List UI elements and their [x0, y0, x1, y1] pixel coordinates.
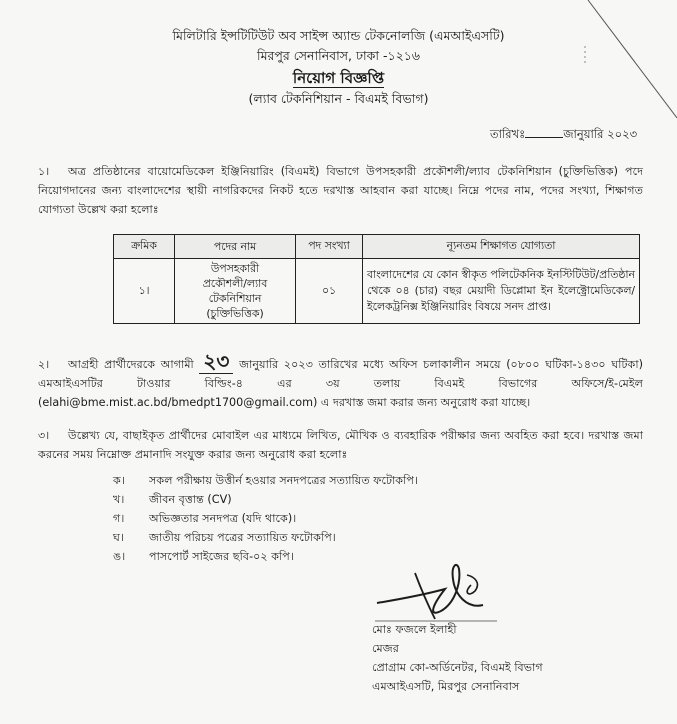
- table-header-count: পদ সংখ্যা: [296, 235, 363, 259]
- handwritten-signature: [371, 559, 501, 625]
- signatory-name: মোঃ ফজলে ইলাহী: [372, 623, 457, 636]
- table-header-post: পদের নাম: [175, 235, 296, 259]
- notice-title: নিয়োগ বিজ্ঞপ্তি: [292, 69, 385, 87]
- table-cell-qualification: বাংলাদেশের যে কোন স্বীকৃত পলিটেকনিক ইনস্টিটিউট/প্রতিষ্ঠান থেকে ০৪ (চার) বছর মেয়াদী ডিপ্লোমা ইন ইলেক্ট্রোমেডিকেল/ইলেকট্রনিক্স ইঞ্জিনিয়ারিং বিষয়ে সনদ প্রাপ্ত।: [363, 259, 640, 324]
- signatory-block: [372, 620, 543, 696]
- list-item-marker: খ।: [113, 493, 125, 506]
- paragraph-2: [38, 349, 643, 412]
- table-header-serial: ক্রমিক: [114, 235, 175, 259]
- paragraph-3-number: ৩।: [38, 429, 50, 442]
- date-label: তারিখঃ: [490, 127, 526, 141]
- table-header-row: [114, 235, 640, 259]
- paragraph-2-text-b: জানুয়ারি ২০২৩ তারিখের মধ্যে অফিস চলাকালীন সময়ে (০৮০০ ঘটিকা-১৪৩০ ঘটিকা) এমআইএসটির টাওয়ার বিল্ডিং-৪ এর ৩য় তলায় বিএমই বিভাগের অফিসে/ই-মেইল (elahi@bme.mist.ac.bd/bmedpt1700@gmail.com) এ দরখাস্ত জমা করার জন্য অনুরোধ করা যাচ্ছে।: [38, 358, 643, 409]
- list-item-text: জীবন বৃত্তান্ত (CV): [149, 493, 232, 506]
- table-row: [114, 259, 640, 324]
- paragraph-1-text: অত্র প্রতিষ্ঠানের বায়োমেডিকেল ইঞ্জিনিয়ারিং (বিএমই) বিভাগে উপসহকারী প্রকৌশলী/ল্যাব টেকনিশিয়ান (চুক্তিভিত্তিক) পদে নিয়োগদানের জন্য বাংলাদেশের স্থায়ী নাগরিকদের নিকট হতে দরখাস্ত আহবান করা যাচ্ছে। নিম্নে পদের নাম, পদের সংখ্যা, শিক্ষাগত যোগ্যতা উল্লেখ করা হলোঃ: [38, 165, 643, 216]
- required-documents-list: [113, 471, 418, 566]
- table-cell-serial: ১।: [114, 259, 175, 324]
- list-item: [113, 528, 418, 547]
- list-item-text: জাতীয় পরিচয় পত্রের সত্যায়িত ফটোকপি।: [149, 531, 336, 544]
- table-cell-count: ০১: [296, 259, 363, 324]
- paragraph-2-number: ২।: [38, 358, 50, 371]
- signatory-office: এমআইএসটি, মিরপুর সেনানিবাস: [372, 680, 520, 693]
- list-item-marker: গ।: [113, 512, 125, 525]
- notice-subtitle: (ল্যাব টেকনিশিয়ান - বিএমই বিভাগ): [248, 91, 429, 106]
- list-item: [113, 490, 418, 509]
- list-item-marker: ঙ।: [113, 550, 126, 563]
- list-item-text: অভিজ্ঞতার সনদপত্র (যদি থাকে)।: [149, 512, 297, 525]
- paragraph-3: [38, 426, 643, 464]
- institution-name: মিলিটারি ইন্সটিটিউট অব সাইন্স অ্যান্ড টেকনোলজি (এমআইএসটি): [172, 28, 505, 43]
- handwritten-deadline-day: ২৩: [199, 349, 233, 374]
- institution-address: মিরপুর সেনানিবাস, ঢাকা -১২১৬: [257, 48, 420, 63]
- paragraph-3-text: উল্লেখ্য যে, বাছাইকৃত প্রার্থীদের মোবাইল এর মাধ্যমে লিখিত, মৌখিক ও ব্যবহারিক পরীক্ষার জন্য অবহিত করা হবে। দরখাস্ত জমা করনের সময় নিম্নোক্ত প্রমানাদি সংযুক্ত করার জন্য অনুরোধ করা হলোঃ: [38, 429, 643, 461]
- list-item-marker: ঘ।: [113, 531, 124, 544]
- list-item-text: সকল পরীক্ষায় উত্তীর্ন হওয়ার সনদপত্রের সত্যায়িত ফটোকপি।: [149, 474, 418, 487]
- list-item: [113, 471, 418, 490]
- signatory-rank: মেজর: [372, 642, 399, 655]
- list-item: [113, 509, 418, 528]
- vacancy-table: [113, 234, 640, 324]
- table-header-qualification: ন্যূনতম শিক্ষাগত যোগ্যতা: [363, 235, 640, 259]
- paragraph-1: [38, 162, 643, 219]
- paragraph-2-text-a: আগ্রহী প্রার্থীদেরকে আগামী: [68, 358, 200, 371]
- list-item-text: পাসপোর্ট সাইজের ছবি-০২ কপি।: [149, 550, 294, 563]
- list-item-marker: ক।: [113, 474, 125, 487]
- post-line: (চুক্তিভিত্তিক): [206, 307, 264, 320]
- post-line: টেকনিশিয়ান: [208, 292, 262, 305]
- table-cell-post: [175, 259, 296, 324]
- post-line: উপসহকারী: [210, 262, 260, 275]
- paragraph-1-number: ১।: [38, 165, 50, 178]
- date-blank: [525, 137, 563, 138]
- date-value: জানুয়ারি ২০২৩: [563, 127, 638, 141]
- post-line: প্রকৌশলী/ল্যাব: [202, 277, 268, 290]
- signatory-designation: প্রোগ্রাম কো-অর্ডিনেটর, বিএমই বিভাগ: [372, 661, 543, 674]
- date-line: [490, 126, 637, 145]
